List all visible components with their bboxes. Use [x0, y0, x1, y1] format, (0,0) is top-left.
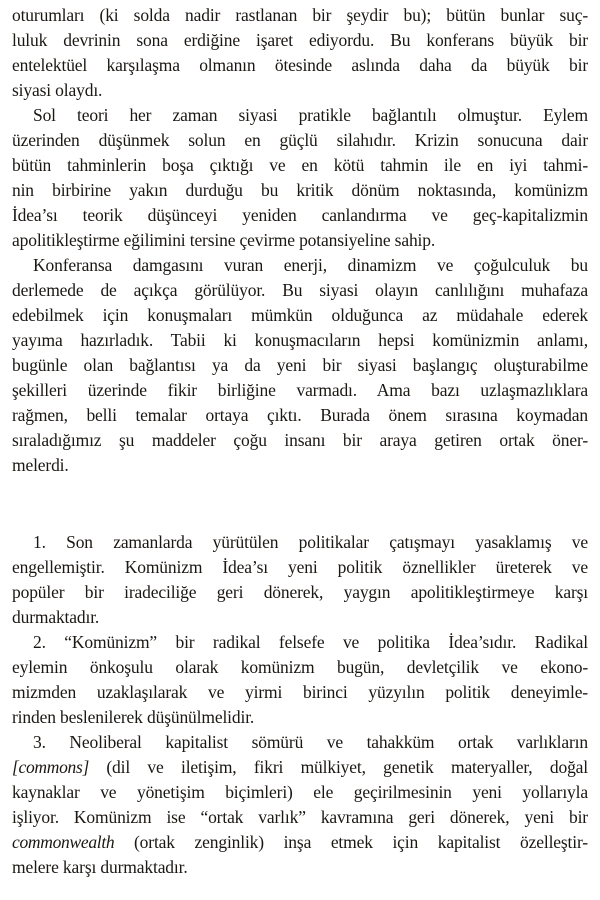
text-line — [12, 855, 588, 880]
text-line — [12, 153, 588, 178]
text-segment: rinden beslenilerek düşünülmelidir. — [12, 707, 255, 727]
paragraph — [12, 730, 588, 880]
text-segment: 1. Son zamanlarda yürütülen politikalar çatışmayı yasaklamış ve — [33, 532, 588, 552]
text-segment: derlemede de açıkça görülüyor. Bu siyasi olayın canlılığını muhafaza — [12, 280, 588, 300]
text-segment: 2. “Komünizm” bir radikal felsefe ve politika İdea’sıdır. Radikal — [33, 632, 588, 652]
text-segment: İdea’sı teorik düşünceyi yeniden canlandırma ve geç-kapitalizmin — [12, 205, 588, 225]
paragraph — [12, 253, 588, 478]
text-segment: edebilmek için konuşmaları mümkün olduğunca az müdahale ederek — [12, 305, 588, 325]
text-line — [12, 303, 588, 328]
text-line — [12, 128, 588, 153]
text-segment: nin birbirine yakın durduğu bu kritik dönüm noktasında, komünizm — [12, 180, 588, 200]
text-line — [12, 353, 588, 378]
text-segment: (ortak zenginlik) inşa etmek için kapitalist özelleştir- — [114, 832, 588, 852]
paragraph — [12, 103, 588, 253]
text-line — [12, 53, 588, 78]
text-line — [12, 580, 588, 605]
paragraph — [12, 3, 588, 103]
text-line — [12, 555, 588, 580]
text-segment: eylemin önkoşulu olarak komünizm bugün, devletçilik ve ekono- — [12, 657, 588, 677]
text-line — [12, 203, 588, 228]
text-line — [12, 755, 588, 780]
text-line — [12, 178, 588, 203]
text-line — [12, 530, 588, 555]
text-segment: oturumları (ki solda nadir rastlanan bir şeydir bu); bütün bunlar suç- — [12, 5, 588, 25]
text-line — [12, 28, 588, 53]
text-segment: (dil ve iletişim, fikri mülkiyet, genetik materyaller, doğal — [89, 757, 588, 777]
text-segment: kaynaklar ve yönetişim biçimleri) ele geçirilmesinin yeni yollarıyla — [12, 782, 588, 802]
text-segment: popüler bir iradeciliğe geri dönerek, yaygın apolitikleştirmeye karşı — [12, 582, 588, 602]
text-line — [12, 3, 588, 28]
text-line — [12, 403, 588, 428]
text-line — [12, 680, 588, 705]
paragraph — [12, 630, 588, 730]
text-line — [12, 428, 588, 453]
text-segment: bugünle olan bağlantısı ya da yeni bir siyasi başlangıç oluşturabilme — [12, 355, 588, 375]
text-segment: melere karşı durmaktadır. — [12, 857, 188, 877]
text-segment: bütün tahminlerin boşa çıktığı ve en kötü tahmin ile en iyi tahmi- — [12, 155, 588, 175]
text-line — [12, 730, 588, 755]
text-segment: melerdi. — [12, 455, 69, 475]
text-line — [12, 705, 588, 730]
text-line — [12, 630, 588, 655]
text-segment: Konferansa damgasını vuran enerji, dinamizm ve çoğulculuk bu — [33, 255, 588, 275]
text-segment: sıraladığımız şu maddeler çoğu insanı bir araya getiren ortak öner- — [12, 430, 588, 450]
text-body — [12, 3, 588, 880]
text-segment: engellemiştir. Komünizm İdea’sı yeni politik öznellikler üreterek ve — [12, 557, 588, 577]
paragraph — [12, 530, 588, 630]
text-line — [12, 378, 588, 403]
text-segment: şekilleri üzerinde fikir birliğine varmadı. Ama bazı uzlaşmazlıklara — [12, 380, 588, 400]
italic-term: commonwealth — [12, 832, 115, 852]
text-line — [12, 253, 588, 278]
text-segment: siyasi olaydı. — [12, 80, 103, 100]
text-line — [12, 228, 588, 253]
text-line — [12, 453, 588, 478]
text-segment: 3. Neoliberal kapitalist sömürü ve tahakküm ortak varlıkların — [33, 732, 588, 752]
text-segment: rağmen, belli temalar ortaya çıktı. Burada önem sırasına koymadan — [12, 405, 588, 425]
text-segment: işliyor. Komünizm ise “ortak varlık” kavramına geri dönerek, yeni bir — [12, 807, 588, 827]
text-segment: durmaktadır. — [12, 607, 100, 627]
text-segment: Sol teori her zaman siyasi pratikle bağlantılı olmuştur. Eylem — [33, 105, 588, 125]
text-segment: mizmden uzaklaşılarak ve yirmi birinci yüzyılın politik deneyimle- — [12, 682, 588, 702]
text-line — [12, 328, 588, 353]
text-segment: yayıma hazırladık. Tabii ki konuşmacıların hepsi komünizmin anlamı, — [12, 330, 588, 350]
text-line — [12, 655, 588, 680]
text-line — [12, 605, 588, 630]
italic-term: [commons] — [12, 757, 90, 777]
text-segment: luluk devrinin sona erdiğine işaret ediyordu. Bu konferans büyük bir — [12, 30, 588, 50]
text-line — [12, 830, 588, 855]
text-line — [12, 278, 588, 303]
text-segment: apolitikleştirme eğilimini tersine çevirme potansiyeline sahip. — [12, 230, 436, 250]
text-segment: üzerinden düşünmek solun en güçlü silahıdır. Krizin sonucuna dair — [12, 130, 588, 150]
text-line — [12, 103, 588, 128]
text-line — [12, 805, 588, 830]
text-line — [12, 78, 588, 103]
text-line — [12, 780, 588, 805]
text-segment: entelektüel karşılaşma olmanın ötesinde aslında daha da büyük bir — [12, 55, 588, 75]
